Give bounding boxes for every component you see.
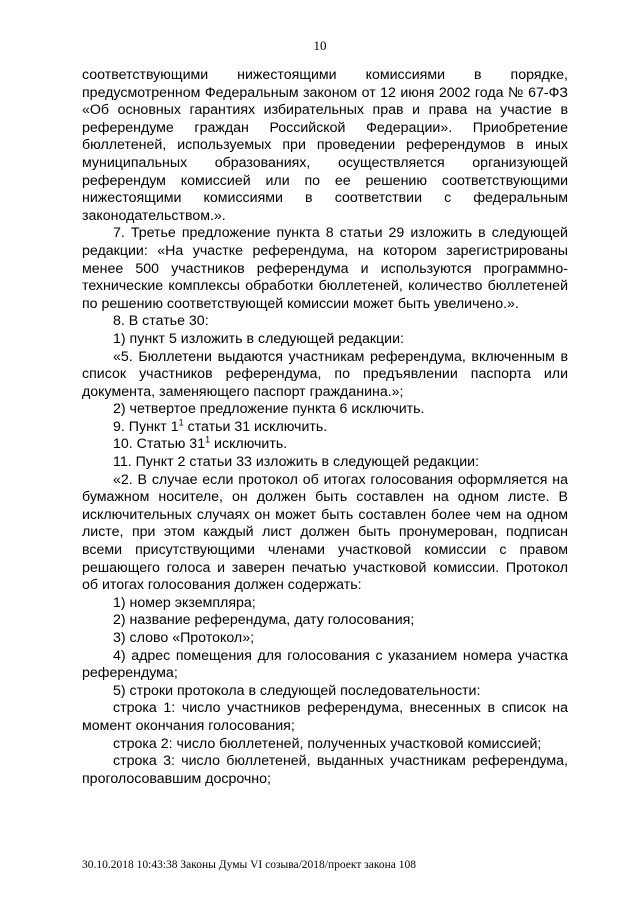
- page-number: 10: [313, 38, 327, 53]
- paragraph: 2) четвертое предложение пункта 6 исключить.: [113, 401, 425, 418]
- document-body: [82, 67, 568, 788]
- paragraph: строка 1: число участников референдума, внесенных в список на момент окончания голосования;: [82, 700, 568, 734]
- paragraph-text: статьи 31 исключить.: [183, 418, 328, 435]
- paragraph: строка 3: число бюллетеней, выданных участникам референдума, проголосовавшим досрочно;: [82, 753, 568, 787]
- paragraph-text: исключить.: [210, 436, 288, 453]
- paragraph: соответствующими нижестоящими комиссиями в порядке, предусмотренном Федеральным законом от 12 июня 2002 года № 67-ФЗ «Об основных гарантиях избирательных прав и права на участие в референдуме граждан Российской Федерации». Приобретение бюллетеней, используемых при проведении референдумов в иных муниципальных образованиях, осуществляется организующей референдум комиссией или по ее решению соответствующими нижестоящими комиссиями в соответствии с федеральным законодательством.».: [82, 67, 568, 224]
- superscript: 1: [178, 417, 184, 428]
- paragraph: 1) номер экземпляра;: [113, 594, 256, 611]
- paragraph: «5. Бюллетени выдаются участникам референдума, включенным в список участников референдума, по предъявлении паспорта или документа, заменяющего паспорт гражданина.»;: [82, 348, 568, 400]
- paragraph: 7. Третье предложение пункта 8 статьи 29 изложить в следующей редакции: «На участке референдума, на котором зарегистрированы менее 500 участников референдума и используются программно-технические комплексы обработки бюллетеней, количество бюллетеней по решению соответствующей комиссии может быть увеличено.».: [82, 225, 568, 312]
- paragraph: строка 2: число бюллетеней, полученных участковой комиссией;: [113, 735, 542, 752]
- paragraph: [82, 419, 568, 437]
- paragraph: 1) пункт 5 изложить в следующей редакции:: [113, 330, 404, 347]
- paragraph: 8. В статье 30:: [113, 313, 209, 330]
- paragraph: 2) название референдума, дату голосования;: [113, 612, 415, 629]
- paragraph: 11. Пункт 2 статьи 33 изложить в следующей редакции:: [113, 454, 480, 471]
- paragraph: 3) слово «Протокол»;: [113, 630, 255, 646]
- paragraph: 5) строки протокола в следующей последовательности:: [113, 682, 481, 699]
- paragraph: 4) адрес помещения для голосования с указанием номера участка референдума;: [82, 647, 568, 682]
- superscript: 1: [205, 434, 211, 445]
- paragraph-text: 9. Пункт 1: [113, 418, 179, 435]
- footer: 30.10.2018 10:43:38 Законы Думы VI созыва/2018/проект закона 108: [82, 859, 417, 871]
- paragraph: «2. В случае если протокол об итогах голосования оформляется на бумажном носителе, он должен быть составлен на одном листе. В исключительных случаях он может быть составлен более чем на одном листе, при этом каждый лист должен быть пронумерован, подписан всеми присутствующими членами участковой комиссии с правом решающего голоса и заверен печатью участковой комиссии. Протокол об итогах голосования должен содержать:: [82, 471, 568, 594]
- paragraph-text: 10. Статью 31: [113, 436, 206, 453]
- paragraph: [82, 436, 568, 454]
